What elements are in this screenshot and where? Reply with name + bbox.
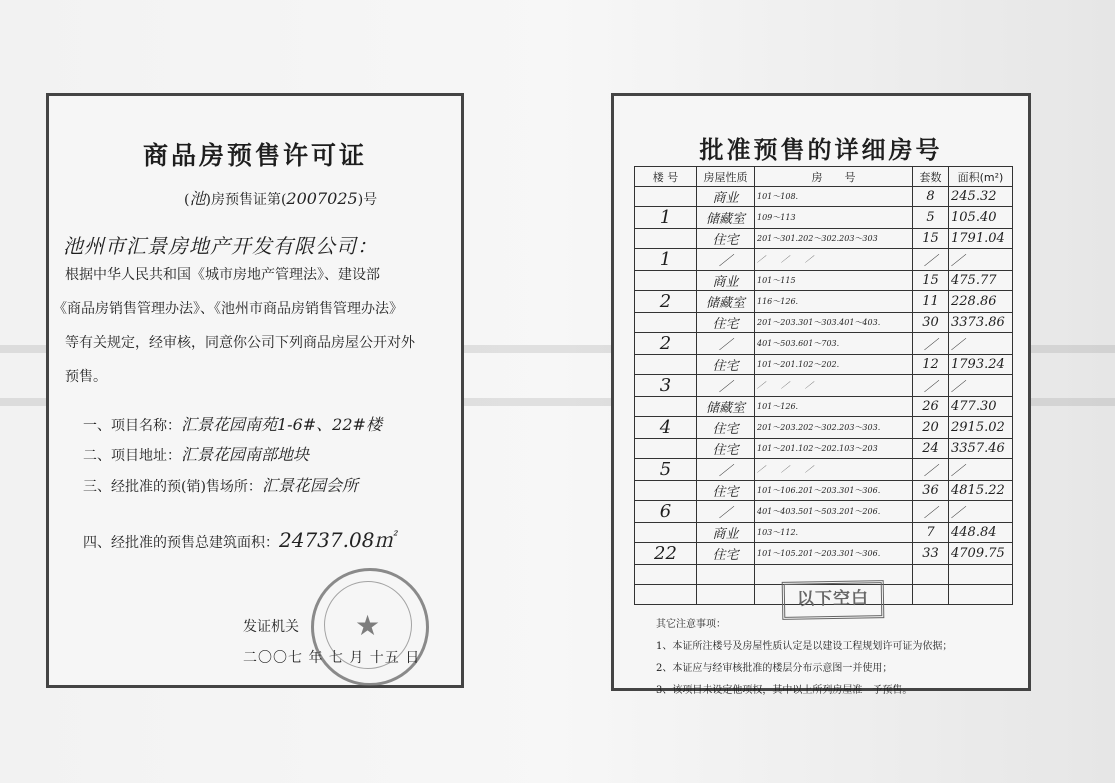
project-name-item: 一、项目名称：汇景花园南苑1-6#、22#楼: [83, 415, 382, 434]
number-middle: )房预售证第(: [205, 192, 287, 208]
type-cell: 住宅: [697, 543, 755, 565]
area-cell: 3373.86: [949, 313, 1013, 333]
building-cell: [635, 481, 697, 501]
table-row: [635, 291, 1013, 313]
type-cell: 商业: [697, 271, 755, 291]
table-row: [635, 417, 1013, 439]
note-item: 3、该项目未设定他项权，其中以上所列房屋准 予预售。: [656, 685, 913, 696]
table-row: [635, 397, 1013, 417]
room-details-panel: [611, 93, 1031, 696]
count-cell: 20: [913, 417, 949, 439]
project-address-item: 二、项目地址：汇景花园南部地块: [83, 445, 310, 464]
issue-date: 二〇〇七 年 七 月 十五 日: [243, 650, 421, 666]
building-cell: [635, 313, 697, 333]
rooms-cell: 101～106.201～203.301～306.: [755, 481, 913, 501]
license-number: [184, 186, 377, 209]
type-cell: 住宅: [697, 355, 755, 375]
table-row: [635, 459, 1013, 481]
area-cell: ／: [949, 333, 1013, 355]
presale-license-panel: [46, 93, 464, 688]
table-row: [635, 375, 1013, 397]
table-row: [635, 313, 1013, 333]
license-title: 商品房预售许可证: [142, 141, 367, 170]
note-item: 2、本证应与经审核批准的楼层分布示意图一并使用；: [656, 663, 893, 674]
building-cell: 3: [635, 375, 697, 397]
building-cell: [635, 565, 697, 585]
table-row: [635, 501, 1013, 523]
table-row: [635, 249, 1013, 271]
count-cell: ／: [913, 459, 949, 481]
building-cell: [635, 397, 697, 417]
notes: [656, 614, 952, 702]
rooms-cell: 101～126.: [755, 397, 913, 417]
building-cell: [635, 271, 697, 291]
area-cell: 1793.24: [949, 355, 1013, 375]
sales-venue-value: 汇景花园会所: [261, 476, 358, 495]
table-row: [635, 187, 1013, 207]
area-cell: 245.32: [949, 187, 1013, 207]
issuing-authority: 发证机关: [243, 619, 299, 635]
number-code: 2007025: [286, 189, 358, 208]
type-cell: [697, 565, 755, 585]
header-room-numbers: 房 号: [755, 167, 913, 187]
count-cell: 15: [913, 229, 949, 249]
building-cell: 5: [635, 459, 697, 481]
number-prefix: (: [184, 192, 190, 208]
sales-venue-item: 三、经批准的预(销)售场所：汇景花园会所: [83, 476, 358, 495]
type-cell: 住宅: [697, 439, 755, 459]
building-cell: [635, 187, 697, 207]
area-cell: 475.77: [949, 271, 1013, 291]
type-cell: ／: [697, 501, 755, 523]
area-cell: 105.40: [949, 207, 1013, 229]
header-type: 房屋性质: [697, 167, 755, 187]
rooms-cell: ／ ／ ／: [755, 375, 913, 397]
type-cell: 储藏室: [697, 397, 755, 417]
paragraph-line: 根据中华人民共和国《城市房地产管理法》、建设部: [65, 267, 380, 283]
type-cell: 住宅: [697, 417, 755, 439]
count-cell: 33: [913, 543, 949, 565]
count-cell: 26: [913, 397, 949, 417]
building-cell: 1: [635, 207, 697, 229]
table-row: [635, 207, 1013, 229]
official-seal: [311, 568, 429, 686]
star-icon: ★: [355, 609, 381, 642]
count-cell: 8: [913, 187, 949, 207]
count-cell: ／: [913, 249, 949, 271]
rooms-cell: 401～503.601～703.: [755, 333, 913, 355]
building-cell: [635, 523, 697, 543]
type-cell: ／: [697, 459, 755, 481]
notes-heading: 其它注意事项：: [656, 619, 726, 630]
count-cell: 36: [913, 481, 949, 501]
project-address-value: 汇景花园南部地块: [181, 445, 310, 464]
type-cell: 商业: [697, 523, 755, 543]
count-cell: ／: [913, 501, 949, 523]
type-cell: [697, 585, 755, 605]
number-city: 池: [189, 189, 206, 208]
count-cell: 30: [913, 313, 949, 333]
count-cell: 7: [913, 523, 949, 543]
count-cell: [913, 585, 949, 605]
type-cell: 储藏室: [697, 207, 755, 229]
count-cell: 5: [913, 207, 949, 229]
header-count: 套数: [913, 167, 949, 187]
area-cell: 448.84: [949, 523, 1013, 543]
table-row: [635, 543, 1013, 565]
table-row: [635, 333, 1013, 355]
rooms-cell: 101～201.102～202.: [755, 355, 913, 375]
type-cell: ／: [697, 375, 755, 397]
rooms-cell: 401～403.501～503.201～206.: [755, 501, 913, 523]
paragraph-line: 《商品房销售管理办法》、《池州市商品房销售管理办法》: [53, 301, 403, 317]
rooms-cell: ／ ／ ／: [755, 459, 913, 481]
building-cell: 2: [635, 291, 697, 313]
rooms-cell: 101～108.: [755, 187, 913, 207]
company-name: 池州市汇景房地产开发有限公司：: [63, 234, 378, 258]
area-cell: 1791.04: [949, 229, 1013, 249]
paragraph-line: 等有关规定，经审核，同意你公司下列商品房屋公开对外: [65, 335, 415, 351]
area-cell: ／: [949, 501, 1013, 523]
note-item: 1、本证所注楼号及房屋性质认定是以建设工程规划许可证为依据；: [656, 641, 953, 652]
building-cell: 22: [635, 543, 697, 565]
count-cell: 15: [913, 271, 949, 291]
table-row: [635, 229, 1013, 249]
count-cell: ／: [913, 375, 949, 397]
number-suffix: )号: [357, 192, 378, 208]
rooms-cell: 101～115: [755, 271, 913, 291]
area-cell: 477.30: [949, 397, 1013, 417]
count-cell: 11: [913, 291, 949, 313]
building-cell: [635, 355, 697, 375]
area-cell: [949, 565, 1013, 585]
type-cell: 商业: [697, 187, 755, 207]
room-table: [634, 166, 1013, 605]
building-cell: 6: [635, 501, 697, 523]
building-cell: 1: [635, 249, 697, 271]
area-cell: 4815.22: [949, 481, 1013, 501]
count-cell: ／: [913, 333, 949, 355]
table-row: [635, 439, 1013, 459]
type-cell: ／: [697, 333, 755, 355]
rooms-cell: 201～203.202～302.203～303.: [755, 417, 913, 439]
total-area-value: 24737.08㎡: [279, 528, 395, 552]
type-cell: 住宅: [697, 481, 755, 501]
header-building: 楼 号: [635, 167, 697, 187]
building-cell: 2: [635, 333, 697, 355]
count-cell: [913, 565, 949, 585]
area-cell: 228.86: [949, 291, 1013, 313]
blank-below-stamp: 以下空白: [782, 580, 885, 620]
rooms-cell: 103～112.: [755, 523, 913, 543]
rooms-cell: 116～126.: [755, 291, 913, 313]
count-cell: 24: [913, 439, 949, 459]
rooms-cell: ／ ／ ／: [755, 249, 913, 271]
room-table-header: [635, 167, 1013, 187]
type-cell: ／: [697, 249, 755, 271]
type-cell: 储藏室: [697, 291, 755, 313]
rooms-cell: 101～201.102～202.103～203: [755, 439, 913, 459]
header-area: 面积(m²): [949, 167, 1013, 187]
type-cell: 住宅: [697, 313, 755, 333]
area-cell: ／: [949, 249, 1013, 271]
rooms-cell: 109～113: [755, 207, 913, 229]
rooms-cell: 201～203.301～303.401～403.: [755, 313, 913, 333]
table-row: [635, 523, 1013, 543]
building-cell: [635, 439, 697, 459]
total-area-item: 四、经批准的预售总建筑面积：24737.08㎡: [83, 528, 395, 552]
area-cell: ／: [949, 375, 1013, 397]
area-cell: 3357.46: [949, 439, 1013, 459]
count-cell: 12: [913, 355, 949, 375]
area-cell: 2915.02: [949, 417, 1013, 439]
rooms-cell: 201～301.202～302.203～303: [755, 229, 913, 249]
table-row: [635, 355, 1013, 375]
building-cell: [635, 585, 697, 605]
area-cell: ／: [949, 459, 1013, 481]
area-cell: [949, 585, 1013, 605]
building-cell: [635, 229, 697, 249]
building-cell: 4: [635, 417, 697, 439]
paragraph-line: 预售。: [65, 369, 107, 385]
area-cell: 4709.75: [949, 543, 1013, 565]
project-name-value: 汇景花园南苑1-6#、22#楼: [181, 415, 382, 434]
type-cell: 住宅: [697, 229, 755, 249]
room-details-title: 批准预售的详细房号: [699, 136, 943, 164]
table-row: [635, 271, 1013, 291]
table-row: [635, 481, 1013, 501]
rooms-cell: 101～105.201～203.301～306.: [755, 543, 913, 565]
